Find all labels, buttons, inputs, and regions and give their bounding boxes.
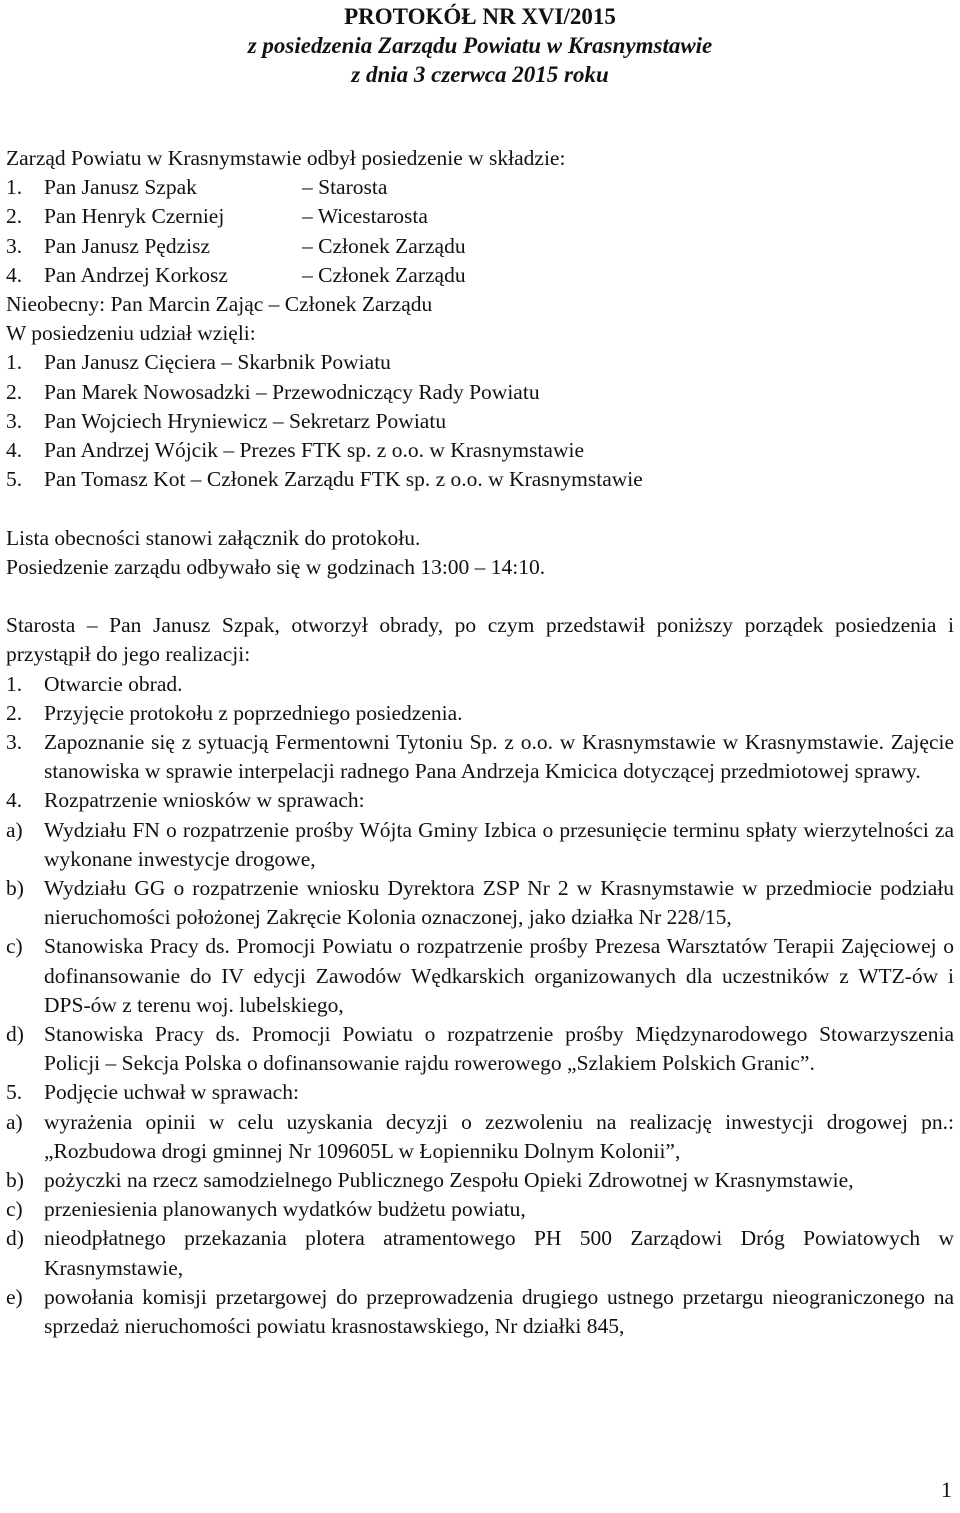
participant-item: 2. Pan Marek Nowosadzki – Przewodniczący Rady Powiatu bbox=[6, 379, 540, 404]
agenda-intro: Starosta – Pan Janusz Szpak, otworzył obrady, po czym przedstawił poniższy porządek posiedzenia i przystąpił do jego realizacji: bbox=[6, 613, 954, 667]
member-item: 2. Pan Henryk Czerniej – Wicestarosta bbox=[6, 204, 428, 229]
participant-item: 1. Pan Janusz Cięciera – Skarbnik Powiatu bbox=[6, 350, 391, 375]
agenda-subitem: b) pożyczki na rzecz samodzielnego Publicznego Zespołu Opieki Zdrowotnej w Krasnymstawie, bbox=[6, 1168, 854, 1193]
member-item: 3. Pan Janusz Pędzisz – Członek Zarządu bbox=[6, 233, 466, 258]
participant-item: 3. Pan Wojciech Hryniewicz – Sekretarz Powiatu bbox=[6, 408, 447, 433]
member-item: 1. Pan Janusz Szpak – Starosta bbox=[6, 175, 388, 200]
composition-intro: Zarząd Powiatu w Krasnymstawie odbył posiedzenie w składzie: bbox=[6, 146, 566, 170]
members-list bbox=[6, 173, 954, 290]
participants-list bbox=[6, 348, 954, 494]
agenda-subitem: c) przeniesienia planowanych wydatków budżetu powiatu, bbox=[6, 1197, 526, 1222]
agenda-subitem: d) Stanowiska Pracy ds. Promocji Powiatu o rozpatrzenie prośby Międzynarodowego Stowarzyszenia Policji – Sekcja Polska o dofinansowanie rajdu rowerowego „Szlakiem Polskich Granic”. bbox=[6, 1022, 954, 1076]
document-subtitle: z posiedzenia Zarządu Powiatu w Krasnymstawie bbox=[247, 33, 713, 58]
document-date: z dnia 3 czerwca 2015 roku bbox=[351, 62, 609, 87]
agenda-subitem: c) Stanowiska Pracy ds. Promocji Powiatu o rozpatrzenie prośby Prezesa Warsztatów Terapii Zajęciowej o dofinansowanie do IV edycji Zawodów Wędkarskich organizowanych dla uczestników z WTZ-ów i DPS-ów z terenu woj. lubelskiego, bbox=[6, 934, 954, 1017]
attendance-note: Lista obecności stanowi załącznik do protokołu. bbox=[6, 525, 421, 550]
document-header bbox=[0, 2, 960, 89]
spacer bbox=[6, 494, 954, 523]
agenda-subitem: d) nieodpłatnego przekazania plotera atramentowego PH 500 Zarządowi Dróg Powiatowych w Krasnymstawie, bbox=[6, 1226, 954, 1280]
agenda-item: 5. Podjęcie uchwał w sprawach: bbox=[6, 1080, 299, 1105]
agenda-subitem: a) Wydziału FN o rozpatrzenie prośby Wójta Gminy Izbica o przesunięcie terminu spłaty wierzytelności za wykonane inwestycje drogowe, bbox=[6, 817, 954, 871]
hours-note: Posiedzenie zarządu odbywało się w godzinach 13:00 – 14:10. bbox=[6, 554, 546, 579]
page-number: 1 bbox=[941, 1477, 952, 1502]
document-title: PROTOKÓŁ NR XVI/2015 bbox=[344, 4, 616, 29]
agenda-item: 3. Zapoznanie się z sytuacją Fermentowni Tytoniu Sp. z o.o. w Krasnymstawie w Krasnymstawie. Zajęcie stanowiska w sprawie interpelacji radnego Pana Andrzeja Kmicica dotyczącej przedmiotowej sprawy. bbox=[6, 730, 954, 784]
participants-intro: W posiedzeniu udział wzięli: bbox=[6, 321, 256, 346]
agenda-subitem: a) wyrażenia opinii w celu uzyskania decyzji o zezwoleniu na realizację inwestycji drogowej pn.: „Rozbudowa drogi gminnej Nr 109605L w Łopienniku Dolnym Kolonii”, bbox=[6, 1109, 954, 1163]
agenda-list bbox=[6, 670, 954, 1342]
absent-member: Nieobecny: Pan Marcin Zając – Członek Zarządu bbox=[6, 292, 433, 317]
agenda-item: 4. Rozpatrzenie wniosków w sprawach: bbox=[6, 788, 365, 813]
participant-item: 4. Pan Andrzej Wójcik – Prezes FTK sp. z o.o. w Krasnymstawie bbox=[6, 438, 584, 463]
agenda-item-4-sublist bbox=[6, 816, 954, 1079]
agenda-subitem: e) powołania komisji przetargowej do przeprowadzenia drugiego ustnego przetargu nieograniczonego na sprzedaż nieruchomości powiatu krasnostawskiego, Nr działki 845, bbox=[6, 1284, 954, 1339]
agenda-subitem: b) Wydziału GG o rozpatrzenie wniosku Dyrektora ZSP Nr 2 w Krasnymstawie w przedmiocie podziału nieruchomości położonej Zakręcie Kolonia oznaczonej, jako działka Nr 228/15, bbox=[6, 876, 954, 930]
participant-item: 5. Pan Tomasz Kot – Członek Zarządu FTK sp. z o.o. w Krasnymstawie bbox=[6, 467, 643, 492]
member-item: 4. Pan Andrzej Korkosz – Członek Zarządu bbox=[6, 262, 466, 287]
agenda-item: 2. Przyjęcie protokołu z poprzedniego posiedzenia. bbox=[6, 700, 463, 725]
document-body bbox=[6, 144, 954, 1341]
agenda-item-5-sublist bbox=[6, 1108, 954, 1342]
agenda-item: 1. Otwarcie obrad. bbox=[6, 671, 183, 696]
spacer bbox=[6, 582, 954, 611]
